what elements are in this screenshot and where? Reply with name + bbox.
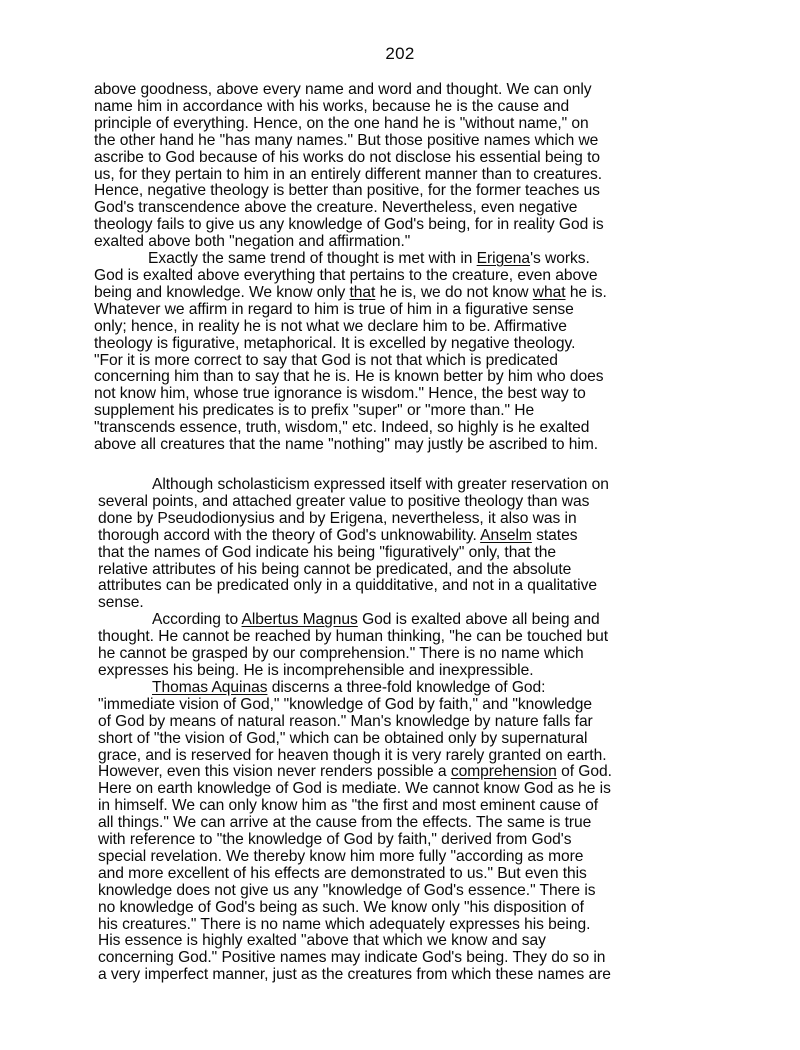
text-run: Exactly the same trend of thought is met with in (148, 250, 477, 268)
text-line: and more excellent of his effects are demonstrated to us." But even this (98, 864, 587, 882)
text-run: of God. (556, 763, 612, 781)
text-line: expresses his being. He is incomprehensible and inexpressible. (98, 661, 534, 679)
text-line: several points, and attached greater value to positive theology than was (98, 492, 590, 510)
text-line: concerning God." Positive names may indicate God's being. They do so in (98, 949, 606, 967)
text-line: his creatures." There is no name which adequately expresses his being. (98, 915, 591, 933)
text-line: only; hence, in reality he is not what we declare him to be. Affirmative (94, 317, 567, 335)
text-line: attributes can be predicated only in a quidditative, and not in a qualitative (98, 577, 597, 595)
text-line (94, 285, 744, 302)
underlined-text: comprehension (450, 763, 557, 781)
text-run: God is exalted above all being and (357, 611, 600, 629)
text-line: "For it is more correct to say that God is not that which is predicated (94, 351, 558, 369)
text-line: ascribe to God because of his works do not disclose his essential being to (94, 148, 600, 166)
page-number: 202 (385, 44, 415, 63)
underlined-name-erigena: Erigena (476, 250, 531, 268)
text-line: he cannot be grasped by our comprehension." There is no name which (98, 645, 584, 663)
text-line: relative attributes of his being cannot be predicated, and the absolute (98, 560, 572, 578)
text-run: states (531, 526, 578, 544)
text-line: with reference to "the knowledge of God by faith," derived from God's (98, 831, 572, 849)
text-line: name him in accordance with his works, because he is the cause and (94, 97, 570, 115)
text-line: above goodness, above every name and word and thought. We can only (94, 81, 592, 98)
text-line: us, for they pertain to him in an entirely different manner than to creatures. (94, 165, 603, 183)
text-block-scholasticism (98, 477, 748, 984)
text-line: that the names of God indicate his being "figuratively" only, that the (98, 543, 557, 561)
text-run: being and knowledge. We know only (94, 283, 350, 301)
text-line: of God by means of natural reason." Man's knowledge by nature falls far (98, 712, 593, 730)
text-line: God's transcendence above the creature. Nevertheless, even negative (94, 199, 578, 217)
text-line: a very imperfect manner, just as the creatures from which these names are (98, 966, 611, 984)
text-run: However, even this vision never renders possible a (98, 763, 451, 781)
text-run: thorough accord with the theory of God's unknowability. (98, 526, 481, 544)
underlined-text: that (349, 283, 376, 301)
text-run: he is. (565, 283, 607, 301)
text-line: Here on earth knowledge of God is mediate. We cannot know God as he is (98, 780, 611, 798)
text-line: the other hand he "has many names." But those positive names which we (94, 131, 599, 149)
text-line: "transcends essence, truth, wisdom," etc. Indeed, so highly is he exalted (94, 419, 590, 437)
text-line: grace, and is reserved for heaven though it is very rarely granted on earth. (98, 746, 607, 764)
text-line: in himself. We can only know him as "the first and most eminent cause of (98, 797, 599, 815)
text-line: supplement his predicates is to prefix "super" or "more than." He (94, 402, 535, 420)
text-line: principle of everything. Hence, on the one hand he is "without name," on (94, 114, 589, 132)
text-line: God is exalted above everything that pertains to the creature, even above (94, 266, 598, 284)
text-line: special revelation. We thereby know him more fully "according as more (98, 847, 584, 865)
text-line: thought. He cannot be reached by human thinking, "he can be touched but (98, 628, 609, 646)
text-line: short of "the vision of God," which can be obtained only by supernatural (98, 729, 588, 747)
text-line: not know him, whose true ignorance is wisdom." Hence, the best way to (94, 385, 586, 403)
text-run: he is, we do not know (375, 283, 533, 301)
text-line (94, 251, 744, 268)
text-line: theology is figurative, metaphorical. It is excelled by negative theology. (94, 334, 576, 352)
text-line: sense. (98, 594, 144, 612)
text-line: theology fails to give us any knowledge of God's being, for in reality God is (94, 216, 604, 234)
text-line: all things." We can arrive at the cause from the effects. The same is true (98, 814, 592, 832)
text-line (98, 528, 748, 545)
text-line (98, 680, 748, 697)
text-line: knowledge does not give us any "knowledge of God's essence." There is (98, 881, 596, 899)
text-line: concerning him than to say that he is. He is known better by him who does (94, 368, 604, 386)
text-run: 's works. (530, 250, 590, 268)
text-line: no knowledge of God's being as such. We know only "his disposition of (98, 898, 584, 916)
text-line (98, 612, 748, 629)
text-run: discerns a three-fold knowledge of God: (267, 678, 546, 696)
text-line: done by Pseudodionysius and by Erigena, nevertheless, it also was in (98, 509, 577, 527)
underlined-text: what (532, 283, 566, 301)
underlined-text: Anselm (480, 526, 532, 544)
text-line: Hence, negative theology is better than positive, for the former teaches us (94, 182, 600, 200)
text-line: His essence is highly exalted "above that which we know and say (98, 932, 546, 950)
text-line: exalted above both "negation and affirmation." (94, 233, 411, 251)
text-block-erigena (94, 82, 744, 454)
text-run: According to (152, 611, 242, 629)
text-line (98, 764, 748, 781)
text-line: "immediate vision of God," "knowledge of God by faith," and "knowledge (98, 695, 593, 713)
underlined-text: Thomas Aquinas (152, 678, 268, 696)
underlined-text: Albertus Magnus (241, 611, 358, 629)
text-line: above all creatures that the name "nothing" may justly be ascribed to him. (94, 436, 599, 454)
text-line: Although scholasticism expressed itself with greater reservation on (152, 476, 609, 493)
text-line: Whatever we affirm in regard to him is true of him in a figurative sense (94, 300, 574, 318)
